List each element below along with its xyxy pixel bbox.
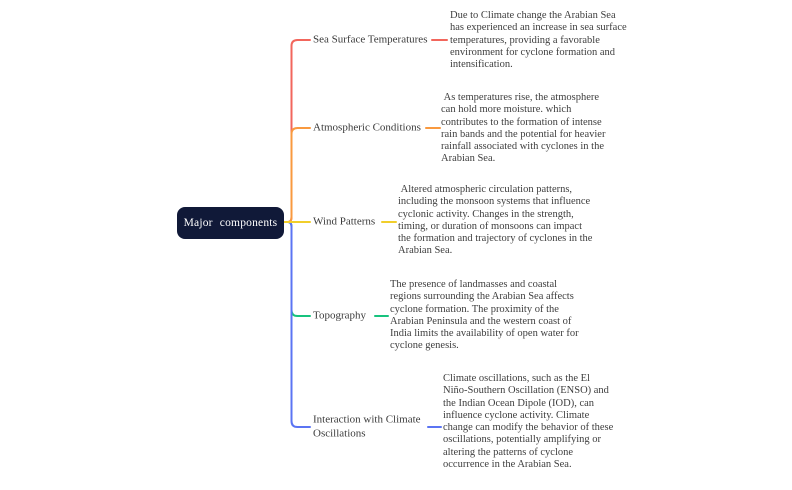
connector-sea-surface-temperatures	[284, 40, 310, 222]
connector-atmospheric-conditions	[284, 128, 310, 222]
branch-label-wind-patterns[interactable]: Wind Patterns	[313, 215, 376, 228]
branch-label-climate-oscillations[interactable]: Interaction with Climate Oscillations	[313, 413, 421, 439]
branch-label-sea-surface-temperatures[interactable]: Sea Surface Temperatures	[313, 33, 428, 46]
root-node-major-components[interactable]	[177, 207, 284, 239]
connector-climate-oscillations	[284, 222, 310, 427]
branch-label-atmospheric-conditions[interactable]: Atmospheric Conditions	[313, 121, 421, 134]
root-node-label: Major components	[183, 217, 278, 229]
branch-label-topography[interactable]: Topography	[313, 309, 366, 322]
connector-topography	[284, 222, 310, 316]
note-wind-patterns[interactable]: Altered atmospheric circulation patterns, including the monsoon systems that influence cyclonic activity. Changes in the strength, timing, or duration of monsoons can impact the formation and trajectory of cyclones in the Arabian Sea.	[398, 184, 595, 257]
note-climate-oscillations[interactable]: Climate oscillations, such as the El Niño-Southern Oscillation (ENSO) and the Indian Ocean Dipole (IOD), can influence cyclone activity. Climate change can modify the behavior of these oscillations, potentially amplifying or altering the patterns of cyclone occurrence in the Arabian Sea.	[443, 373, 616, 471]
note-topography[interactable]: The presence of landmasses and coastal regions surrounding the Arabian Sea affects cyclone formation. The proximity of the Arabian Peninsula and the western coast of India limits the availability of open water for cyclone genesis.	[390, 279, 582, 352]
note-atmospheric-conditions[interactable]: As temperatures rise, the atmosphere can hold more moisture. which contributes to the formation of intense rain bands and the potential for heavier rainfall associated with cyclones in the Arabian Sea.	[441, 92, 609, 165]
note-sea-surface-temperatures[interactable]: Due to Climate change the Arabian Sea has experienced an increase in sea surface temperatures, providing a favorable environment for cyclone formation and intensification.	[450, 10, 630, 71]
